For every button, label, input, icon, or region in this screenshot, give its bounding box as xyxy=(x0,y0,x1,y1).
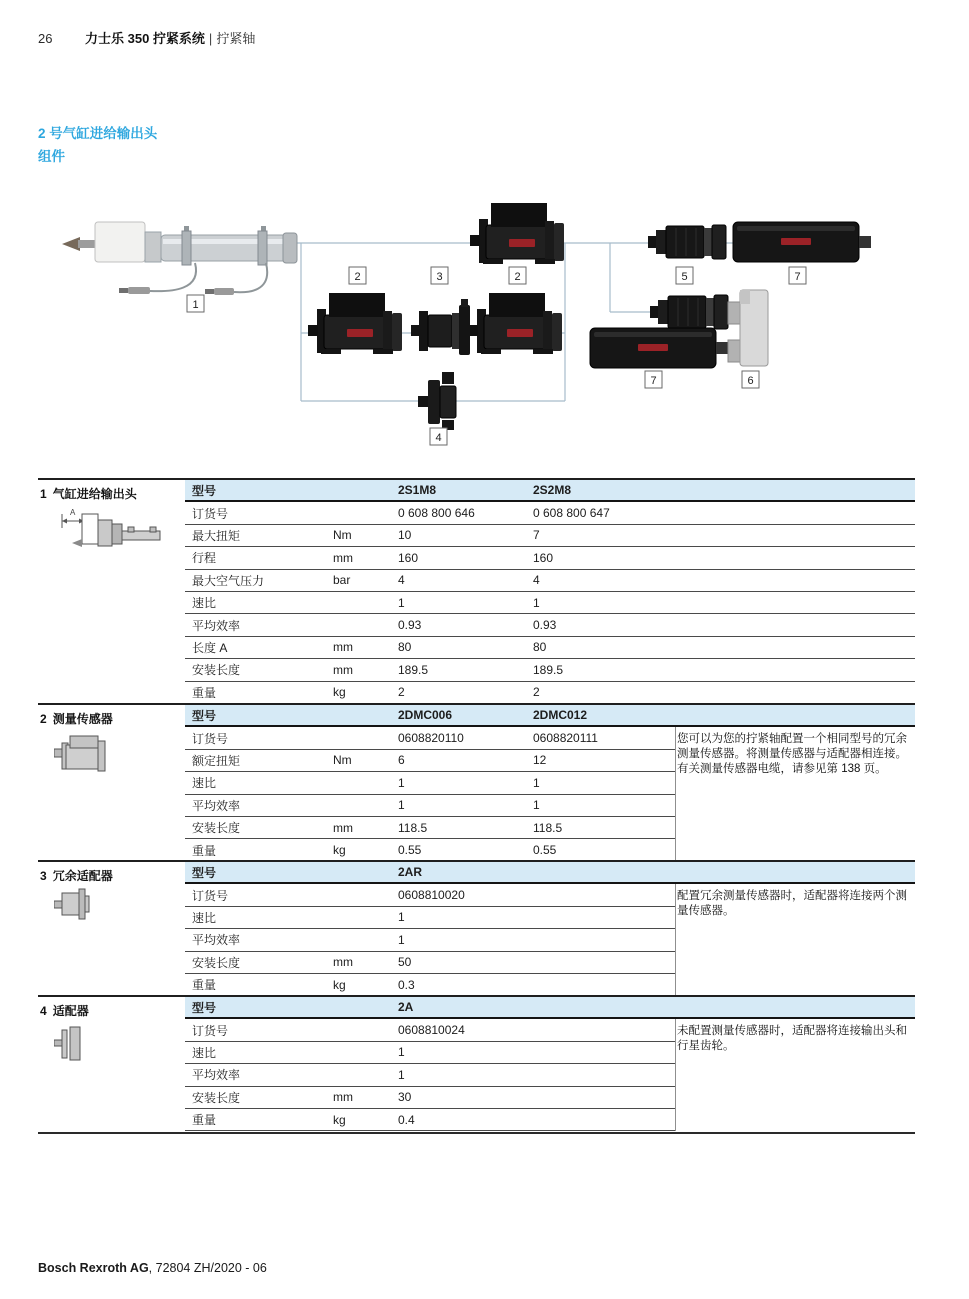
row-value-2: 1 xyxy=(533,595,540,610)
row-value-1: 0608810024 xyxy=(398,1023,465,1038)
table-row xyxy=(185,682,915,704)
row-value-1: 1 xyxy=(398,798,405,813)
transducer-drawing-icon xyxy=(54,731,116,775)
spec-table xyxy=(185,997,915,1131)
row-value-1: 50 xyxy=(398,955,412,970)
section-name: 冗余适配器 xyxy=(52,869,113,883)
header-model-1: 2DMC006 xyxy=(398,708,453,723)
row-value-2: 7 xyxy=(533,528,540,543)
table-row xyxy=(185,547,915,569)
svg-text:7: 7 xyxy=(794,271,801,283)
section-number: 3 xyxy=(40,869,47,883)
title-divider: | xyxy=(208,31,213,46)
table-row xyxy=(185,614,915,636)
row-parameter: 速比 xyxy=(192,1045,217,1060)
table-header-row xyxy=(185,705,915,727)
svg-text:1: 1 xyxy=(192,299,199,311)
table-note: 配置冗余测量传感器时，适配器将连接两个测量传感器。 xyxy=(677,890,907,917)
row-unit: kg xyxy=(333,1112,346,1127)
row-value-2: 160 xyxy=(533,550,554,565)
header-label: 型号 xyxy=(192,483,217,498)
row-parameter: 速比 xyxy=(192,910,217,925)
row-value-1: 0608810020 xyxy=(398,888,465,903)
row-parameter: 重量 xyxy=(192,978,217,993)
table-row xyxy=(185,1087,675,1109)
table-row xyxy=(185,637,915,659)
row-value-1: 0.4 xyxy=(398,1112,415,1127)
table-row xyxy=(185,1109,675,1131)
table-body xyxy=(185,1019,676,1131)
adapter-drawing-icon xyxy=(54,1023,92,1065)
table-bottom-rule xyxy=(38,1132,915,1134)
table-row xyxy=(185,907,675,929)
section-name: 气缸进给输出头 xyxy=(52,487,137,501)
table-row xyxy=(185,727,675,749)
row-value-1: 4 xyxy=(398,573,405,588)
page-footer xyxy=(38,1261,267,1275)
row-value-1: 30 xyxy=(398,1090,412,1105)
coupler-photo-top xyxy=(648,225,726,259)
row-parameter: 平均效率 xyxy=(192,798,241,813)
row-parameter: 安装长度 xyxy=(192,663,241,678)
measuring-transducer-photo-left xyxy=(308,293,402,354)
svg-text:2: 2 xyxy=(514,271,521,283)
row-parameter: 长度 A xyxy=(192,640,228,655)
svg-text:3: 3 xyxy=(436,271,443,283)
table-row xyxy=(185,502,915,524)
callout-1 xyxy=(187,295,204,312)
row-unit: bar xyxy=(333,573,351,588)
feed-output-head-photo xyxy=(62,222,297,295)
table-row xyxy=(185,1019,675,1041)
table-row xyxy=(185,659,915,681)
table-row xyxy=(185,929,675,951)
redundancy-adapter-drawing-icon xyxy=(54,888,96,922)
row-value-2: 1 xyxy=(533,775,540,790)
section-number: 4 xyxy=(40,1004,47,1018)
row-value-2: 2 xyxy=(533,685,540,700)
svg-text:5: 5 xyxy=(681,271,688,283)
callout-2b xyxy=(509,267,526,284)
row-parameter: 额定扭矩 xyxy=(192,753,241,768)
row-parameter: 速比 xyxy=(192,776,217,791)
callout-7b xyxy=(645,371,662,388)
adapter-photo xyxy=(418,372,456,430)
table-row xyxy=(185,884,675,906)
row-value-2: 1 xyxy=(533,798,540,813)
row-unit: Nm xyxy=(333,753,352,768)
row-value-1: 1 xyxy=(398,1067,405,1082)
spec-table xyxy=(185,862,915,996)
callout-5 xyxy=(676,267,693,284)
row-value-1: 0.93 xyxy=(398,618,422,633)
row-parameter: 重量 xyxy=(192,1113,217,1128)
callout-6 xyxy=(742,371,759,388)
measuring-transducer-photo-right xyxy=(468,293,562,354)
row-unit: kg xyxy=(333,685,346,700)
table-row xyxy=(185,795,675,817)
planetary-gear-photo-bottom xyxy=(590,328,728,368)
row-parameter: 平均效率 xyxy=(192,618,241,633)
row-parameter: 安装长度 xyxy=(192,821,241,836)
header-model-2: 2S2M8 xyxy=(533,483,572,498)
spec-section-adapter xyxy=(38,995,915,1135)
row-unit: kg xyxy=(333,977,346,992)
row-value-1: 1 xyxy=(398,932,405,947)
row-unit: mm xyxy=(333,1090,353,1105)
section-label xyxy=(40,1002,89,1019)
table-body xyxy=(185,502,915,704)
row-value-2: 0 608 800 647 xyxy=(533,506,610,521)
row-parameter: 最大空气压力 xyxy=(192,573,265,588)
table-row xyxy=(185,952,675,974)
svg-text:6: 6 xyxy=(747,375,754,387)
row-value-2: 12 xyxy=(533,753,547,768)
row-value-1: 0.55 xyxy=(398,843,422,858)
table-note: 您可以为您的拧紧轴配置一个相同型号的冗余测量传感器。将测量传感器与适配器相连接。有关测量传感器电缆，请参见第 138 页。 xyxy=(677,733,907,775)
row-value-1: 189.5 xyxy=(398,662,429,677)
redundancy-adapter-photo xyxy=(411,299,470,355)
row-parameter: 订货号 xyxy=(192,731,229,746)
row-value-2: 4 xyxy=(533,573,540,588)
row-value-1: 118.5 xyxy=(398,820,428,835)
svg-text:4: 4 xyxy=(435,432,442,444)
row-parameter: 平均效率 xyxy=(192,933,241,948)
row-unit: kg xyxy=(333,843,346,858)
footer-edition: , 72804 ZH/2020 - 06 xyxy=(148,1261,267,1275)
section-label xyxy=(40,867,113,884)
page-header xyxy=(38,28,255,47)
row-parameter: 订货号 xyxy=(192,1023,229,1038)
row-parameter: 行程 xyxy=(192,551,217,566)
row-unit: mm xyxy=(333,820,353,835)
section-label xyxy=(40,485,137,502)
row-value-1: 0.3 xyxy=(398,977,415,992)
row-parameter: 重量 xyxy=(192,843,217,858)
row-value-2: 0608820111 xyxy=(533,731,598,746)
section-title: 2 号气缸进给输出头 xyxy=(38,126,158,141)
header-model-1: 2S1M8 xyxy=(398,483,437,498)
section-number: 1 xyxy=(40,487,47,501)
coupler-photo-bottom xyxy=(650,295,728,329)
table-row xyxy=(185,817,675,839)
row-parameter: 速比 xyxy=(192,596,217,611)
spec-table xyxy=(185,705,915,862)
row-value-1: 160 xyxy=(398,550,419,565)
row-value-2: 0.55 xyxy=(533,843,557,858)
footer-company: Bosch Rexroth AG xyxy=(38,1261,149,1275)
table-row xyxy=(185,750,675,772)
row-value-1: 6 xyxy=(398,753,405,768)
row-unit: mm xyxy=(333,550,353,565)
callout-7a xyxy=(789,267,806,284)
section-subtitle: 组件 xyxy=(38,149,65,164)
row-value-2: 80 xyxy=(533,640,547,655)
table-row xyxy=(185,525,915,547)
doc-chapter: 拧紧轴 xyxy=(216,31,256,46)
table-row xyxy=(185,839,675,861)
header-model-1: 2A xyxy=(398,1000,414,1015)
header-label: 型号 xyxy=(192,865,217,880)
row-value-1: 1 xyxy=(398,775,405,790)
row-value-1: 0608820110 xyxy=(398,731,464,746)
spec-section-redundancy-adapter xyxy=(38,860,915,998)
table-row xyxy=(185,570,915,592)
row-value-1: 2 xyxy=(398,685,405,700)
doc-title: 力士乐 350 拧紧系统 xyxy=(85,31,205,46)
table-header-row xyxy=(185,480,915,502)
row-parameter: 订货号 xyxy=(192,888,229,903)
callout-2a xyxy=(349,267,366,284)
table-row xyxy=(185,1042,675,1064)
row-value-1: 80 xyxy=(398,640,412,655)
table-header-row xyxy=(185,997,915,1019)
row-unit: mm xyxy=(333,662,353,677)
row-parameter: 最大扭矩 xyxy=(192,528,241,543)
row-value-2: 189.5 xyxy=(533,662,564,677)
spec-section-transducer xyxy=(38,703,915,864)
table-body xyxy=(185,727,676,861)
svg-text:A: A xyxy=(70,508,76,517)
spec-table xyxy=(185,480,915,704)
section-label xyxy=(40,710,113,727)
row-value-2: 118.5 xyxy=(533,820,563,835)
section-name: 测量传感器 xyxy=(52,712,113,726)
planetary-gear-photo-top xyxy=(733,222,871,262)
table-header-row xyxy=(185,862,915,884)
table-note: 未配置测量传感器时，适配器将连接输出头和行星齿轮。 xyxy=(677,1025,907,1052)
mounting-bracket-photo xyxy=(728,290,768,366)
table-row xyxy=(185,974,675,996)
row-parameter: 平均效率 xyxy=(192,1068,241,1083)
header-label: 型号 xyxy=(192,1000,217,1015)
section-number: 2 xyxy=(40,712,47,726)
table-row xyxy=(185,772,675,794)
row-unit: mm xyxy=(333,955,353,970)
table-body xyxy=(185,884,676,996)
row-parameter: 订货号 xyxy=(192,506,229,521)
feed-head-drawing-icon xyxy=(54,506,166,558)
measuring-transducer-photo-top xyxy=(470,203,564,264)
header-model-2: 2DMC012 xyxy=(533,708,588,723)
svg-text:2: 2 xyxy=(354,271,361,283)
callout-3 xyxy=(431,267,448,284)
table-row xyxy=(185,1064,675,1086)
header-label: 型号 xyxy=(192,708,217,723)
row-parameter: 重量 xyxy=(192,685,217,700)
row-value-1: 1 xyxy=(398,1045,405,1060)
svg-text:7: 7 xyxy=(650,375,657,387)
row-value-1: 10 xyxy=(398,528,412,543)
table-row xyxy=(185,592,915,614)
row-parameter: 安装长度 xyxy=(192,1090,241,1105)
section-name: 适配器 xyxy=(52,1004,89,1018)
spec-section-feed-head xyxy=(38,478,915,706)
page-number: 26 xyxy=(38,31,53,46)
row-value-2: 0.93 xyxy=(533,618,557,633)
row-value-1: 1 xyxy=(398,910,405,925)
row-parameter: 安装长度 xyxy=(192,955,241,970)
row-unit: Nm xyxy=(333,528,352,543)
row-value-1: 1 xyxy=(398,595,405,610)
row-value-1: 0 608 800 646 xyxy=(398,506,475,521)
callout-4 xyxy=(430,428,447,445)
row-unit: mm xyxy=(333,640,353,655)
header-model-1: 2AR xyxy=(398,865,423,880)
component-diagram xyxy=(30,192,915,454)
